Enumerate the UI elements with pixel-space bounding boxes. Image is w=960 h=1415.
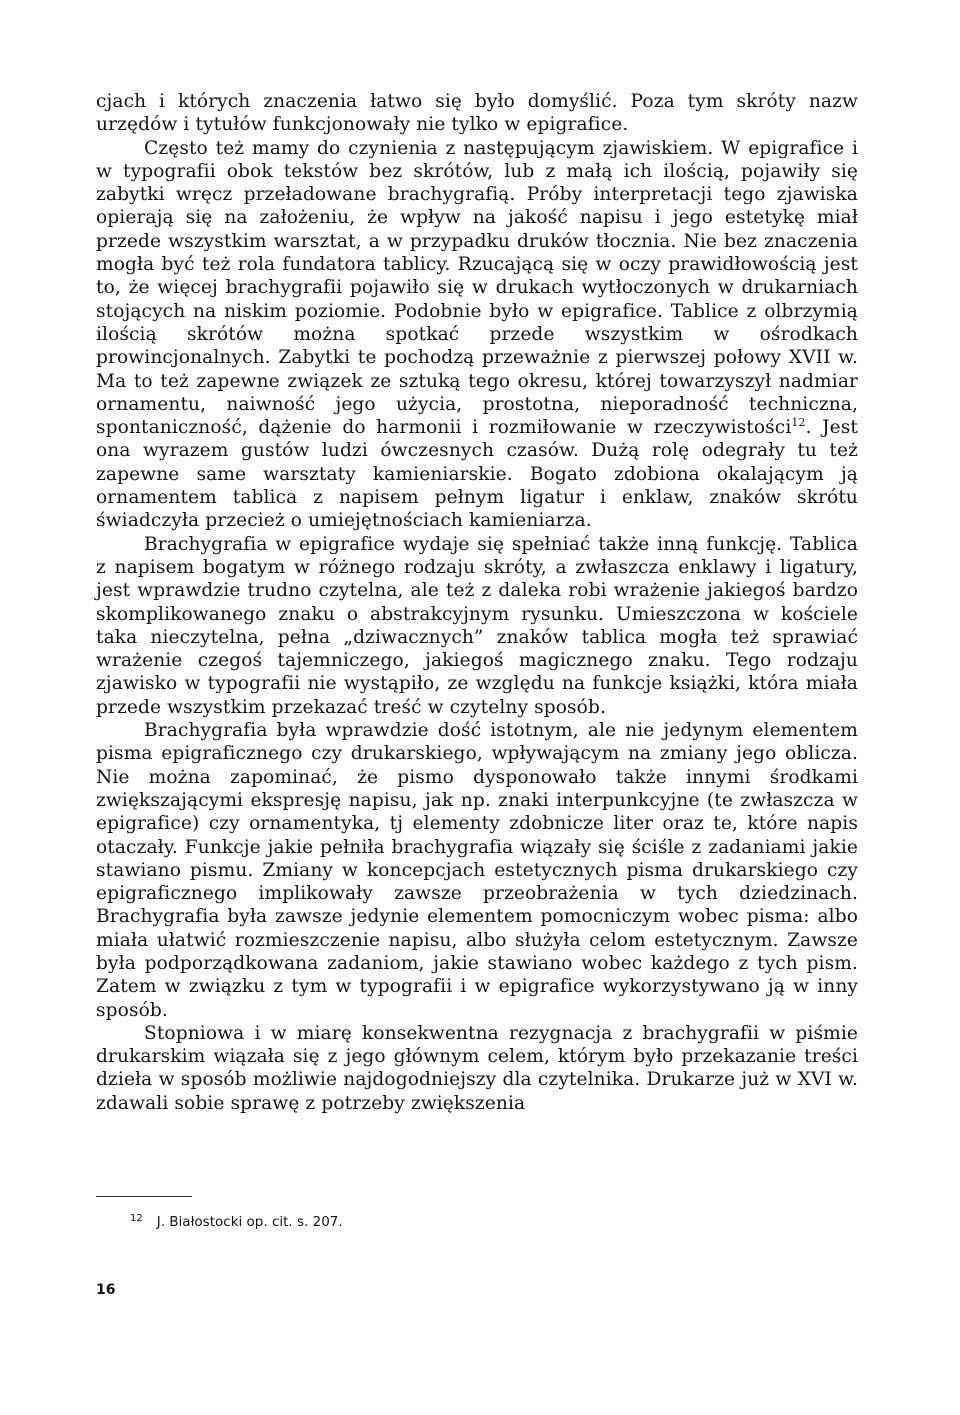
paragraph-2-tail: . Jest ona wyrazem gustów ludzi ówczesnych czasów. Dużą rolę odegrały tu też zapewne same warsztaty kamieniarskie. Bogato zdobiona okalającym ją ornamentem tablica z napisem pełnym ligatur i enklaw, znaków skrótu świadczyła przecież o umiejętnościach kamieniarza.: [96, 417, 858, 532]
paragraph-2: [96, 137, 858, 533]
paragraph-3: Brachygrafia w epigrafice wydaje się spełniać także inną funkcję. Tablica z napisem bogatym w różnego rodzaju skróty, a zwłaszcza enklawy i ligatury, jest wprawdzie trudno czytelna, ale też z daleka robi wrażenie jakiegoś bardzo skomplikowanego znaku o abstrakcyjnym rysunku. Umieszczona w kościele taka nieczytelna, pełna „dziwacznych” znaków tablica mogła też sprawiać wrażenie czegoś tajemniczego, jakiegoś magicznego znaku. Tego rodzaju zjawisko w typografii nie wystąpiło, ze względu na funkcje książki, która miała przede wszystkim przekazać treść w czytelny sposób.: [96, 533, 858, 718]
paragraph-1: cjach i których znaczenia łatwo się było domyślić. Poza tym skróty nazw urzędów i tytułów funkcjonowały nie tylko w epigrafice.: [96, 91, 858, 136]
paragraph-4: Brachygrafia była wprawdzie dość istotnym, ale nie jedynym elementem pisma epigraficznego czy drukarskiego, wpływającym na zmiany jego oblicza. Nie można zapominać, że pismo dysponowało także innymi środkami zwiększającymi ekspresję napisu, jak np. znaki interpunkcyjne (te zwłaszcza w epigrafice) czy ornamentyka, tj elementy zdobnicze liter oraz te, które napis otaczały. Funkcje jakie pełniła brachygrafia wiązały się ściśle z zadaniami jakie stawiano pismu. Zmiany w koncepcjach estetycznych pisma drukarskiego czy epigraficznego implikowały zawsze przeobrażenia w tych dziedzinach. Brachygrafia była zawsze jedynie elementem pomocniczym wobec pisma: albo miała ułatwić rozmieszczenie napisu, albo służyła celom estetycznym. Zawsze była podporządkowana zadaniom, jakie stawiano wobec każdego z tych pism. Zatem w związku z tym w typografii i w epigrafice wykorzystywano ją w inny sposób.: [96, 720, 858, 1021]
footnote-divider: [96, 1196, 192, 1197]
paragraph-2-text: Często też mamy do czynienia z następującym zjawiskiem. W epigrafice i w typografii obok tekstów bez skrótów, lub z małą ich ilością, pojawiły się zabytki wręcz przeładowane brachygrafią. Próby interpretacji tego zjawiska opierają się na założeniu, że wpływ na jakość napisu i jego estetykę miał przede wszystkim warsztat, a w przypadku druków tłocznia. Nie bez znaczenia mogła być też rola fundatora tablicy. Rzucającą się w oczy prawidłowością jest to, że więcej brachygrafii pojawiło się w drukach wytłoczonych w drukarniach stojących na niskim poziomie. Podobnie było w epigrafice. Tablice z olbrzymią ilością skrótów można spotkać przede wszystkim w ośrodkach prowincjonalnych. Zabytki te pochodzą przeważnie z pierwszej połowy XVII w. Ma to też zapewne związek ze sztuką tego okresu, której towarzyszył nadmiar ornamentu, naiwność jego użycia, prostotna, nieporadność techniczna, spontaniczność, dążenie do harmonii i rozmiłowanie w rzeczywistości: [96, 137, 858, 439]
page-body: [96, 90, 858, 1115]
footnote-reference: 12: [791, 415, 806, 429]
paragraph-5: Stopniowa i w miarę konsekwentna rezygnacja z brachygrafii w piśmie drukarskim wiązała się z jego głównym celem, którym było przekazanie treści dzieła w sposób możliwie najdogodniejszy dla czytelnika. Drukarze już w XVI w. zdawali sobie sprawę z potrzeby zwiększenia: [96, 1022, 858, 1114]
footnote-number: 12: [130, 1212, 143, 1224]
footnote: [130, 1213, 343, 1231]
footnote-text: J. Białostocki op. cit. s. 207.: [156, 1214, 343, 1230]
page-number: 16: [96, 1282, 116, 1298]
